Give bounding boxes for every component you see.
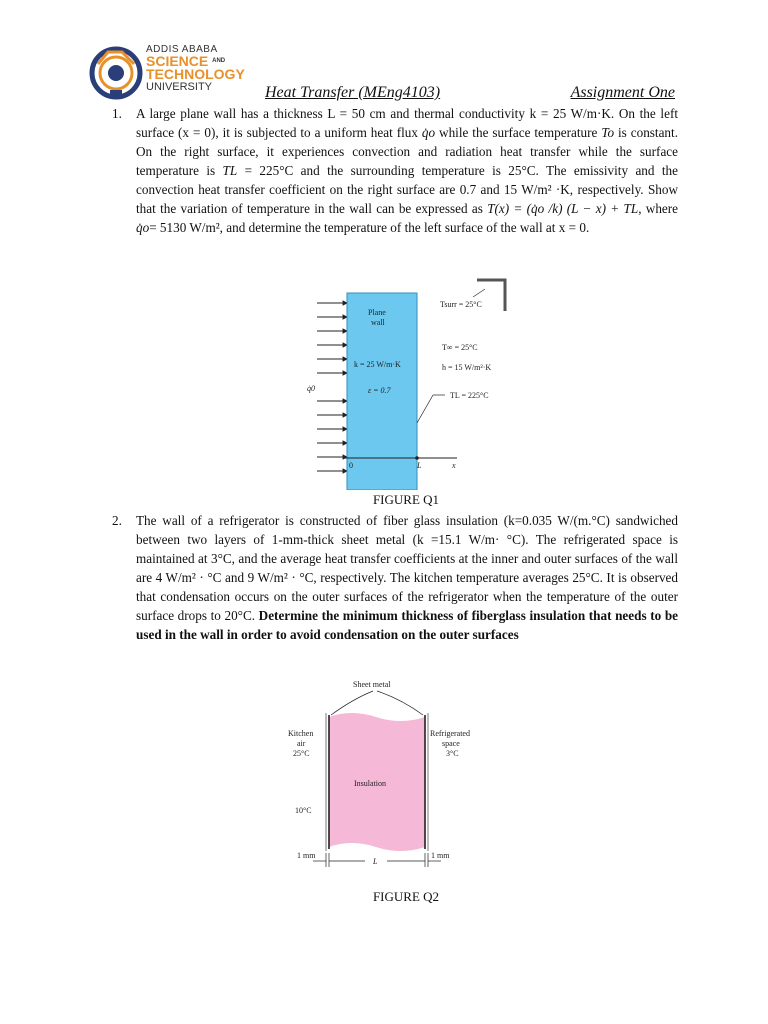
refrig-label-2: space xyxy=(442,739,460,748)
wall-k-label: k = 25 W/m·K xyxy=(354,360,401,369)
wall-emissivity: ε = 0.7 xyxy=(368,386,391,395)
q1-text-d: = 225°C and the surrounding temperature is 25°C. The emissivity and the convection heat transfer coefficient on the right surface are 0.7 and 15 W/m² ·K, respectively. Show that the variation of temperature in the wall can be expressed as xyxy=(136,163,678,216)
question-text xyxy=(136,104,678,237)
figure-q2-diagram xyxy=(283,677,488,879)
axis-origin: 0 xyxy=(349,461,353,470)
tl-label: TL = 225°C xyxy=(450,391,489,400)
outer-temp-label: 10°C xyxy=(295,806,312,815)
q1-text-c: is constant. On the right surface, it experiences convection and radiation heat transfer while the surface temperature is xyxy=(136,125,678,178)
kitchen-label-1: Kitchen xyxy=(288,729,314,738)
q1-symbol-tl: TL xyxy=(222,163,238,178)
q2-text: The wall of a refrigerator is constructed of fiber glass insulation (k=0.035 W/(m.°C) sandwiched between two layers of 1-mm-thick sheet metal (k =15.1 W/m· °C). The refrigerated space is maintained at 3°C, and the average heat transfer coefficients at the inner and outer surfaces of the wall are 4 W/m² · °C and 9 W/m² · °C, respectively. The kitchen temperature averages 25°C. It is observed that condensation occurs on the outer surfaces of the refrigerator when the temperature of the outer surface drops to 20°C. xyxy=(136,513,678,623)
qo-label: q̇0 xyxy=(307,384,315,393)
mm-left-label: 1 mm xyxy=(297,851,316,860)
question-number: 2. xyxy=(112,513,122,528)
figure-q1-caption: FIGURE Q1 xyxy=(372,492,440,507)
assignment-title: Assignment One xyxy=(570,84,675,101)
kitchen-label-3: 25°C xyxy=(293,749,310,758)
q1-symbol-to: To xyxy=(601,125,615,140)
figure-q2-caption: FIGURE Q2 xyxy=(372,889,440,904)
page-header xyxy=(265,84,675,102)
refrig-label-3: 3°C xyxy=(446,749,459,758)
logo-line-4: UNIVERSITY xyxy=(146,81,213,93)
wall-title-1: Plane xyxy=(368,308,386,317)
figure-q1-diagram xyxy=(305,275,520,490)
sheet-metal-label: Sheet metal xyxy=(353,680,391,689)
q1-symbol-qo-2: q̇o xyxy=(136,220,150,235)
logo-emblem-icon xyxy=(88,44,144,102)
q1-symbol-qo: q̇o xyxy=(421,125,436,140)
axis-L: L xyxy=(417,461,422,470)
mm-right-label: 1 mm xyxy=(431,851,450,860)
q2-bold-text: Determine the minimum thickness of fiberglass insulation that needs to be used in the wall in order to avoid condensation on the outer surfaces xyxy=(136,608,679,642)
h-label: h = 15 W/m²·K xyxy=(442,363,492,372)
logo-line-2: SCIENCE xyxy=(146,53,209,69)
question-1 xyxy=(112,104,678,237)
q1-equation: T(x) = (q̇o /k) (L − x) + TL xyxy=(487,201,639,216)
tinf-label: T∞ = 25°C xyxy=(442,343,478,352)
kitchen-label-2: air xyxy=(297,739,306,748)
wall-title-2: wall xyxy=(371,318,385,327)
university-logo xyxy=(88,44,268,102)
q1-text-e: , where xyxy=(638,201,679,216)
refrig-label-1: Refrigerated xyxy=(430,729,470,738)
heat-flux-arrows xyxy=(317,301,347,473)
logo-line-3: TECHNOLOGY xyxy=(146,66,245,82)
tsurr-label: Tsurr = 25°C xyxy=(440,300,482,309)
q1-text-a: A large plane wall has a thickness L = 50 cm and thermal conductivity k = 25 W/m·K. On the left surface (x = 0), it is subjected to a uniform heat flux xyxy=(136,106,678,140)
l-label: L xyxy=(373,857,378,866)
q1-text-b: while the surface temperature xyxy=(435,125,602,140)
axis-x: x xyxy=(452,461,456,470)
logo-line-1: ADDIS ABABA xyxy=(146,44,218,55)
insulation-label: Insulation xyxy=(354,779,386,788)
course-title: Heat Transfer (MEng4103) xyxy=(265,84,441,101)
logo-and: AND xyxy=(212,58,226,64)
question-2 xyxy=(112,511,678,644)
question-number: 1. xyxy=(112,106,122,121)
q1-text-f: = 5130 W/m², and determine the temperature of the left surface of the wall at x = 0. xyxy=(149,220,590,235)
